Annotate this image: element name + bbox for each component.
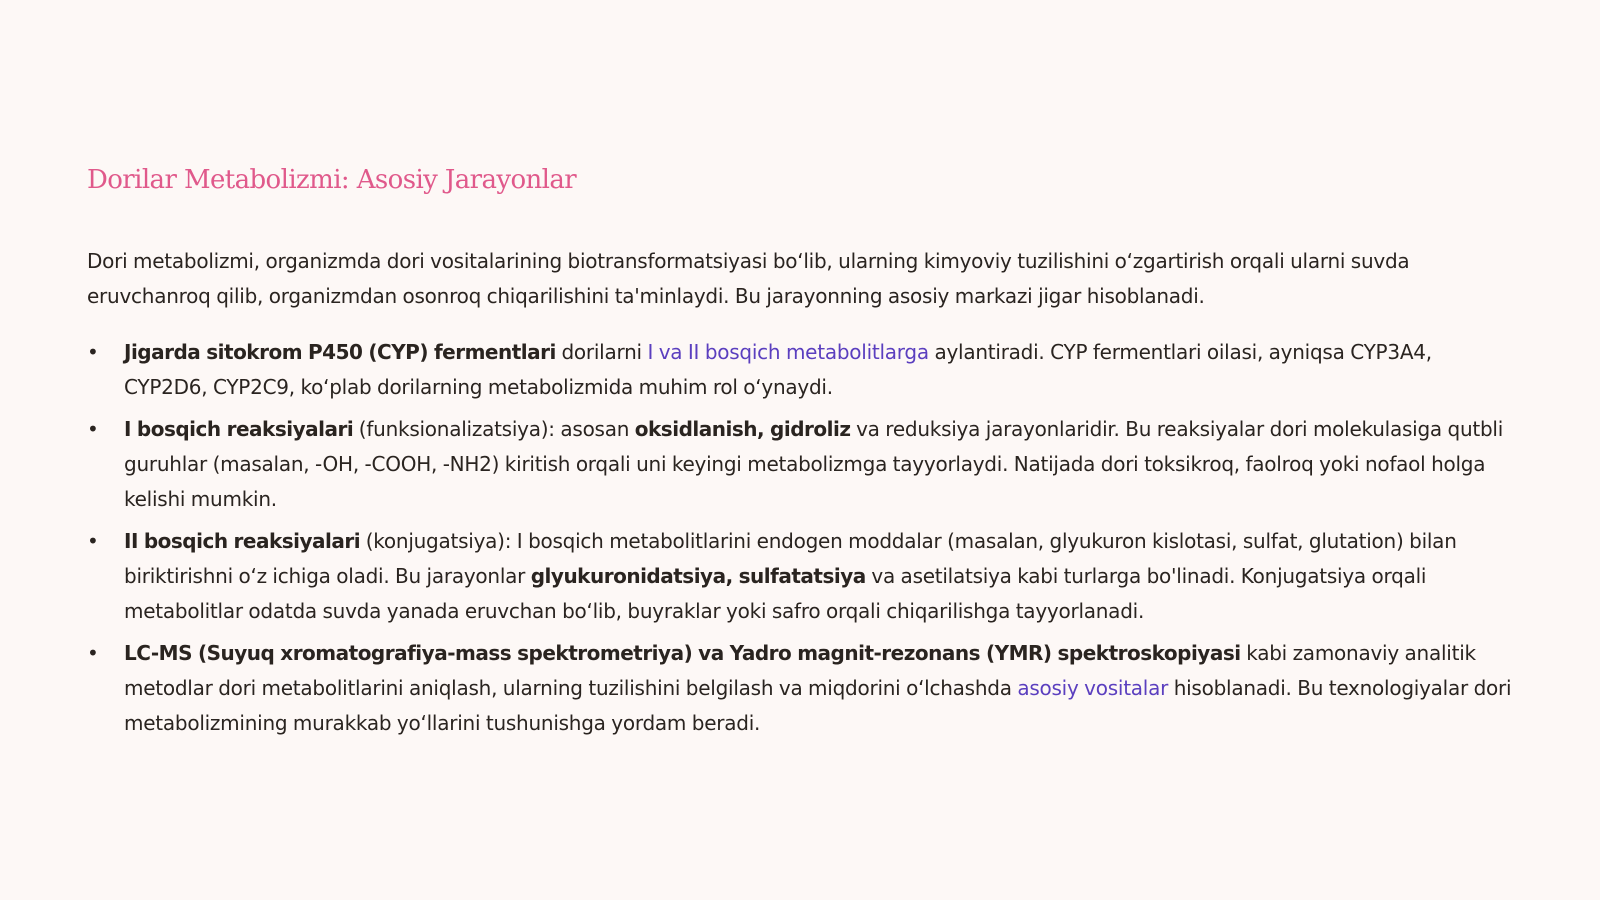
- slide-title: Dorilar Metabolizmi: Asosiy Jarayonlar: [87, 165, 577, 195]
- bullet-text: dorilarni: [555, 340, 648, 364]
- slide-content: [87, 160, 1517, 748]
- bold-term: LC-MS (Suyuq xromatografiya-mass spektrometriya) va Yadro magnit-rezonans (YMR) spektroskopiyasi: [124, 641, 1241, 665]
- bullet-text: hisoblanadi. Bu texnologiyalar dori metabolizmining murakkab yo‘llarini tushunishga yordam beradi.: [124, 676, 1512, 735]
- bold-term: oksidlanish, gidroliz: [634, 417, 851, 441]
- inline-link[interactable]: asosiy vositalar: [1017, 676, 1169, 700]
- bold-term: II bosqich reaksiyalari: [124, 529, 361, 553]
- bullet-item-phase-1: [87, 412, 1517, 517]
- bullet-text: kabi zamonaviy analitik metodlar dori metabolitlarini aniqlash, ularning tuzilishini belgilash va miqdorini o‘lchashda: [124, 641, 1476, 700]
- bullet-text: (konjugatsiya): I bosqich metabolitlarini endogen moddalar (masalan, glyukuron kislotasi, sulfat, glutation) bilan biriktirishni o‘z ichiga oladi. Bu jarayonlar: [124, 529, 1457, 588]
- bullet-dot-icon: •: [87, 641, 99, 665]
- inline-link[interactable]: I va II bosqich metabolitlarga: [647, 340, 929, 364]
- bold-term: glyukuronidatsiya, sulfatatsiya: [530, 564, 866, 588]
- bullet-dot-icon: •: [87, 417, 99, 441]
- bold-term: I bosqich reaksiyalari: [124, 417, 354, 441]
- bullet-list: [87, 335, 1517, 741]
- intro-paragraph: Dori metabolizmi, organizmda dori vositalarining biotransformatsiyasi bo‘lib, ularning kimyoviy tuzilishini o‘zgartirish orqali ularni suvda eruvchanroq qilib, organizmdan osonroq chiqarilishini ta'minlaydi. Bu jarayonning asosiy markazi jigar hisoblanadi.: [87, 249, 1410, 308]
- bullet-item-phase-2: [87, 524, 1517, 629]
- bullet-item-analytics: [87, 636, 1517, 741]
- bullet-text: aylantiradi. CYP fermentlari oilasi, ayniqsa CYP3A4, CYP2D6, CYP2C9, ko‘plab dorilarning metabolizmida muhim rol o‘ynaydi.: [124, 340, 1432, 399]
- bold-term: Jigarda sitokrom P450 (CYP) fermentlari: [124, 340, 556, 364]
- bullet-text: va reduksiya jarayonlaridir. Bu reaksiyalar dori molekulasiga qutbli guruhlar (masalan, -OH, -COOH, -NH2) kiritish orqali uni keyingi metabolizmga tayyorlaydi. Natijada dori toksikroq, faolroq yoki nofaol holga kelishi mumkin.: [124, 417, 1504, 511]
- bullet-dot-icon: •: [87, 529, 99, 553]
- bullet-text: (funksionalizatsiya): asosan: [353, 417, 635, 441]
- bullet-item-cyp450: [87, 335, 1517, 405]
- bullet-dot-icon: •: [87, 340, 99, 364]
- bullet-text: va asetilatsiya kabi turlarga bo'linadi. Konjugatsiya orqali metabolitlar odatda suvda yanada eruvchan bo‘lib, buyraklar yoki safro orqali chiqarilishga tayyorlanadi.: [124, 564, 1427, 623]
